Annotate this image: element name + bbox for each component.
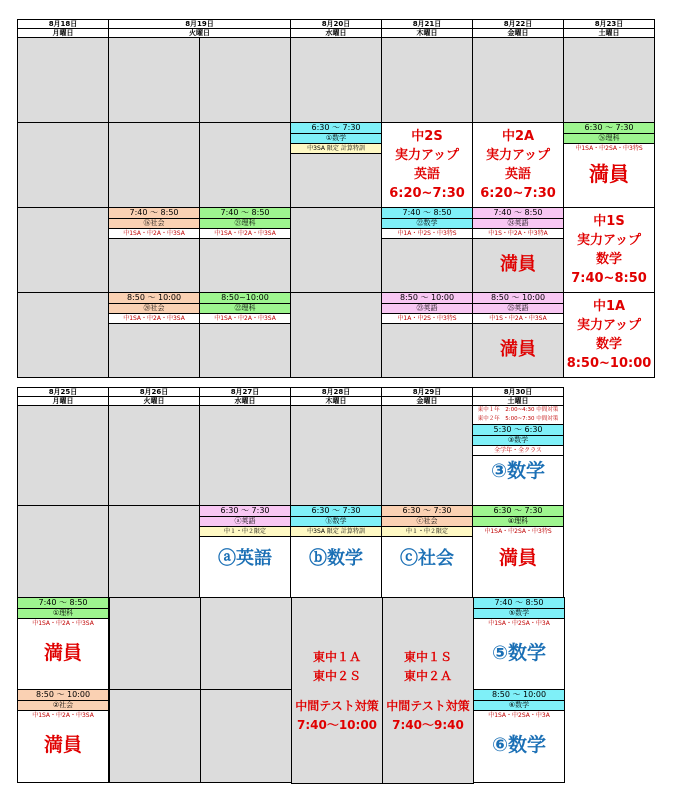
slot-target: 中1A・中2S・中3特S	[382, 314, 472, 324]
slot-subject: ⑳社会	[109, 304, 199, 314]
slot-subject: ㉑理科	[200, 219, 290, 229]
session-line: 中間テスト対策	[386, 699, 470, 713]
subject-big-label: ⑤数学	[491, 642, 547, 664]
full-label: 満員	[589, 162, 629, 186]
slot-target: 中1A・中2S・中3特S	[382, 229, 472, 239]
slot-time: 6:30 〜 7:30	[291, 506, 381, 517]
class-slot	[563, 122, 655, 208]
session-line: 実力アップ	[576, 318, 642, 333]
empty-slot	[199, 37, 291, 123]
session-line: 東中１Ａ	[312, 650, 361, 664]
midterm-session	[382, 597, 474, 784]
day-header: 木曜日	[381, 28, 473, 38]
session-line: 中2S	[411, 129, 443, 144]
slot-time: 6:30 〜 7:30	[382, 506, 472, 517]
slot-target: 中3SA 限定 計算特訓	[291, 144, 381, 154]
class-slot	[473, 689, 565, 783]
session-line: 7:40〜10:00	[296, 718, 378, 732]
session-line: 6:20~7:30	[389, 186, 465, 201]
day-header: 土曜日	[563, 28, 655, 38]
slot-time: 7:40 〜 8:50	[200, 208, 290, 219]
date-header: 8月30日	[472, 387, 564, 397]
week1-period-4	[18, 293, 656, 378]
empty-slot	[290, 405, 382, 506]
date-header: 8月28日	[290, 387, 382, 397]
empty-slot	[200, 597, 292, 690]
slot-target: 中1S・中2A・中3SA	[473, 314, 563, 324]
session-line: 中1S	[593, 214, 625, 229]
slot-target: 全学年・全クラス	[473, 446, 563, 456]
slot-target: 中3SA 限定 計算特訓	[291, 527, 381, 537]
week2-schedule	[18, 388, 656, 784]
slot-subject: ⑯社会	[109, 219, 199, 229]
empty-slot	[563, 37, 655, 123]
slot-target: 中1SA・中2SA・中3A	[474, 619, 564, 628]
slot-time: 7:40 〜 8:50	[473, 208, 563, 219]
session-line: 8:50~10:00	[566, 356, 652, 371]
slot-target: 中1SA・中2A・中3SA	[109, 314, 199, 324]
slot-target: 中１・中２限定	[382, 527, 472, 537]
subject-big-label: ⑥数学	[491, 734, 547, 756]
session-line: 数学	[595, 337, 622, 352]
class-slot	[381, 207, 473, 293]
class-slot	[108, 292, 200, 378]
slot-target: 中１・中２限定	[200, 527, 290, 537]
empty-slot	[199, 122, 291, 208]
class-slot	[17, 689, 109, 783]
slot-target: 中1SA・中2SA・中3特S	[564, 144, 654, 153]
slot-subject: ⓐ英語	[200, 517, 290, 527]
date-header: 8月25日	[17, 387, 109, 397]
empty-slot	[472, 37, 564, 123]
day-header: 金曜日	[472, 28, 564, 38]
date-header: 8月22日	[472, 19, 564, 29]
week1-period-3	[18, 208, 656, 293]
session-line: 東中２Ｓ	[312, 669, 361, 683]
session-line: 英語	[504, 167, 531, 182]
empty-slot	[290, 37, 382, 123]
class-slot	[17, 597, 109, 690]
date-header: 8月27日	[199, 387, 291, 397]
session-line: 中2A	[501, 129, 535, 144]
class-slot	[199, 207, 291, 293]
day-header: 月曜日	[17, 28, 109, 38]
date-header: 8月21日	[381, 19, 473, 29]
slot-subject: ⑤数学	[474, 609, 564, 619]
session-line: 英語	[413, 167, 440, 182]
slot-time: 7:40 〜 8:50	[18, 598, 108, 609]
slot-subject: ①理科	[18, 609, 108, 619]
class-slot	[473, 597, 565, 690]
tuesday-column	[110, 598, 201, 784]
subject-big-label: ⓒ社会	[400, 548, 454, 569]
subject-big-label: ⓑ数学	[309, 548, 363, 569]
week1-period-1	[18, 38, 656, 123]
class-slot	[199, 505, 291, 598]
slot-subject: ②社会	[18, 701, 108, 711]
slot-time: 5:30 〜 6:30	[473, 425, 563, 436]
empty-slot	[290, 292, 382, 378]
full-label: 満員	[43, 734, 82, 756]
slot-subject: ⓒ社会	[382, 517, 472, 527]
slot-subject: ㉕英語	[473, 304, 563, 314]
session-line: 東中２Ａ	[403, 669, 452, 683]
slot-target: 中1SA・中2A・中3SA	[18, 711, 108, 720]
day-header: 土曜日	[472, 396, 564, 406]
session-line: 実力アップ	[576, 233, 642, 248]
class-slot	[381, 292, 473, 378]
full-label: 満員	[43, 642, 82, 664]
empty-slot	[108, 37, 200, 123]
slot-subject: ③数学	[473, 436, 563, 446]
empty-slot	[17, 122, 109, 208]
empty-slot	[17, 505, 109, 598]
empty-slot	[381, 405, 473, 506]
session-line: 7:40〜9:40	[392, 718, 464, 732]
session-line: 中1A	[592, 299, 626, 314]
subject-big-label: ③数学	[490, 460, 546, 482]
date-header: 8月19日	[108, 19, 291, 29]
empty-slot	[199, 405, 291, 506]
day-header: 火曜日	[108, 396, 200, 406]
empty-slot	[109, 597, 201, 690]
slot-time: 8:50 〜 10:00	[18, 690, 108, 701]
class-slot	[472, 405, 564, 506]
midterm-session	[291, 597, 383, 784]
session-line: 中間テスト対策	[295, 699, 379, 713]
class-slot	[290, 505, 382, 598]
slot-subject: ⓑ数学	[291, 517, 381, 527]
slot-time: 6:30 〜 7:30	[473, 506, 563, 517]
slot-time: 8:50 〜 10:00	[474, 690, 564, 701]
notice-line: 東中１年 2:00~4:30 中間対策	[473, 406, 563, 415]
slot-subject: ①数学	[291, 134, 381, 144]
slot-subject: ㉖理科	[564, 134, 654, 144]
slot-subject: ㉒数学	[382, 219, 472, 229]
slot-subject: ㉒理科	[200, 304, 290, 314]
session-line: 数学	[595, 252, 622, 267]
saturday-column	[474, 598, 565, 784]
slot-time: 8:50~10:00	[200, 293, 290, 304]
full-label: 満員	[500, 339, 536, 360]
day-header: 水曜日	[199, 396, 291, 406]
date-header: 8月23日	[563, 19, 655, 29]
day-header: 木曜日	[290, 396, 382, 406]
session-line: 6:20~7:30	[480, 186, 556, 201]
slot-time: 8:50 〜 10:00	[382, 293, 472, 304]
slot-subject: ④理科	[473, 517, 563, 527]
empty-slot	[17, 37, 109, 123]
slot-target: 中1SA・中2A・中3SA	[200, 229, 290, 239]
full-label: 満員	[500, 254, 536, 275]
empty-slot	[17, 292, 109, 378]
slot-subject: ㉓英語	[382, 304, 472, 314]
slot-subject: ⑥数学	[474, 701, 564, 711]
slot-target: 中1SA・中2A・中3SA	[18, 619, 108, 628]
session-line: 東中１Ｓ	[403, 650, 452, 664]
wednesday-column	[201, 598, 292, 784]
slot-time: 7:40 〜 8:50	[382, 208, 472, 219]
date-header: 8月29日	[381, 387, 473, 397]
day-header: 火曜日	[108, 28, 291, 38]
class-slot	[199, 292, 291, 378]
session-line: 実力アップ	[394, 148, 460, 163]
class-slot	[472, 505, 564, 598]
class-slot	[381, 505, 473, 598]
empty-slot	[108, 405, 200, 506]
class-slot	[108, 207, 200, 293]
empty-slot	[109, 689, 201, 783]
monday-column	[18, 598, 110, 784]
subject-big-label: ⓐ英語	[218, 548, 272, 569]
slot-target: 中1S・中2A・中3特A	[473, 229, 563, 239]
slot-subject: ㉔英語	[473, 219, 563, 229]
session-line: 7:40~8:50	[571, 271, 647, 286]
special-session	[472, 122, 564, 208]
slot-time: 6:30 〜 7:30	[291, 123, 381, 134]
special-session	[563, 292, 655, 378]
class-slot	[472, 292, 564, 378]
empty-slot	[290, 207, 382, 293]
week2-period-3-4	[18, 598, 656, 784]
class-slot	[472, 207, 564, 293]
session-line: 実力アップ	[485, 148, 551, 163]
slot-target: 中1SA・中2A・中3SA	[200, 314, 290, 324]
week1-period-2	[18, 123, 656, 208]
slot-target: 中1SA・中2A・中3SA	[109, 229, 199, 239]
week2-period-1	[18, 406, 656, 506]
full-label: 満員	[498, 547, 537, 569]
date-header: 8月20日	[290, 19, 382, 29]
slot-time: 6:30 〜 7:30	[564, 123, 654, 134]
slot-time: 7:40 〜 8:50	[109, 208, 199, 219]
week2-period-2	[18, 506, 656, 598]
empty-slot	[17, 405, 109, 506]
slot-time: 8:50 〜 10:00	[473, 293, 563, 304]
notice-line: 東中２年 5:00~7:30 中間対策	[473, 415, 563, 425]
day-header: 月曜日	[17, 396, 109, 406]
date-header: 8月18日	[17, 19, 109, 29]
slot-time: 7:40 〜 8:50	[474, 598, 564, 609]
empty-slot	[381, 37, 473, 123]
week1-schedule	[18, 20, 656, 378]
slot-target: 中1SA・中2SA・中3A	[474, 711, 564, 720]
empty-slot	[200, 689, 292, 783]
day-header: 水曜日	[290, 28, 382, 38]
date-header: 8月26日	[108, 387, 200, 397]
empty-slot	[108, 505, 200, 598]
slot-target: 中1SA・中2SA・中3特S	[473, 527, 563, 536]
slot-time: 8:50 〜 10:00	[109, 293, 199, 304]
slot-time: 6:30 〜 7:30	[200, 506, 290, 517]
day-header: 金曜日	[381, 396, 473, 406]
empty-slot	[108, 122, 200, 208]
special-session	[381, 122, 473, 208]
class-slot	[290, 122, 382, 208]
special-session	[563, 207, 655, 293]
empty-slot	[17, 207, 109, 293]
